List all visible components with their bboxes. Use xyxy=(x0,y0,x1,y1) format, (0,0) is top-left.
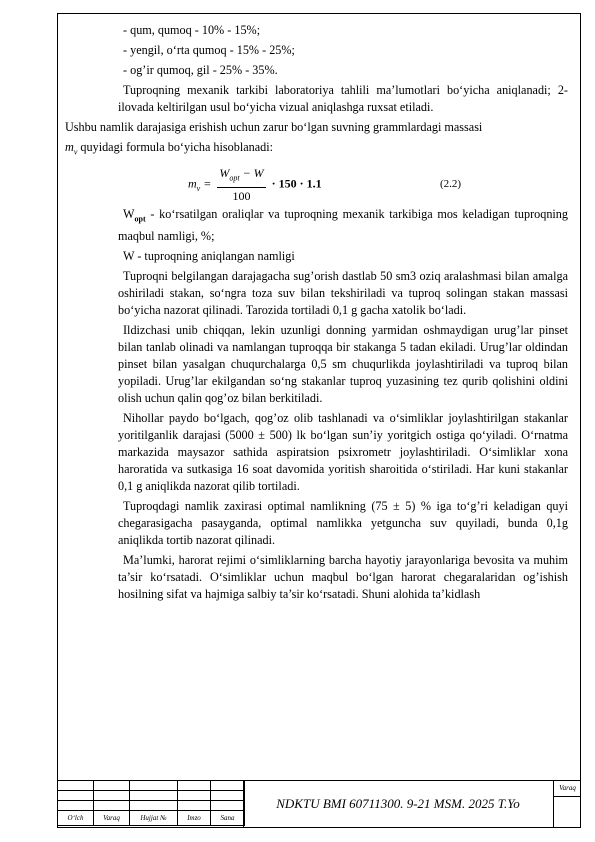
col-hujjat: Hujjat № xyxy=(130,811,178,826)
sheet-label: Varaq xyxy=(554,780,581,797)
paragraph: Tuproqni belgilangan darajagacha sug’orish dastlab 50 sm3 oziq aralashmasi bilan amalga oshiriladi stakan, so‘ngra toza suv bilan tekshiriladi va tuproq solingan stakan massasi bo‘yicha nazorat qilinadi. Tarozida tortiladi 0,1 g gacha xatolik bo‘ladi. xyxy=(118,268,568,317)
list-item: - qum, qumoq - 10% - 15%; xyxy=(123,23,261,37)
m-v-symbol: $m_v$ xyxy=(65,140,78,157)
col-imzo: Imzo xyxy=(178,811,211,826)
paragraph: Tuproqdagi namlik zaxirasi optimal namlikning (75 ± 5) % iga to‘g’ri keladigan quyi chegarasigacha pasayganda, optimal namlikka yetguncha suv quyiladi, bunda 0,1g aniqlikda tortib nazorat qilinadi. xyxy=(118,498,568,547)
definition: W - tuproqning aniqlangan namligi xyxy=(123,248,295,263)
paragraph: Ushbu namlik darajasiga erishish uchun zarur bo‘lgan suvning grammlardagi massasi xyxy=(65,120,483,134)
col-sana: Sana xyxy=(211,811,245,826)
paragraph: Ma’lumki, harorat rejimi o‘simliklarning barcha hayotiy jarayonlariga bevosita va muhim ta’sir ko‘rsatadi. O‘simliklar uchun maqbul bo‘lgan harorat chegaralaridan og’ishish hosilning sifat va hajmiga salbiy ta’sir ko‘rsatadi. Shuni alohida ta’kidlash xyxy=(118,552,568,601)
formula: $m_v$ = $\frac{W_{opt} - W}{100}$ · 150 · 1.1 (2.2) xyxy=(188,166,462,203)
title-block xyxy=(57,780,581,828)
definition: $W_{opt}$ - ko‘rsatilgan oraliqlar va tuproqning mexanik tarkibiga mos keladigan tuproqning maqbul namligi, %; xyxy=(118,207,568,243)
col-olch: O‘lch xyxy=(58,811,94,826)
equation-number: (2.2) xyxy=(440,178,462,191)
paragraph: Tuproqning mexanik tarkibi laboratoriya tahlili ma’lumotlari bo‘yicha aniqlanadi; 2-ilovada keltirilgan usul bo‘yicha vizual aniqlashga ruxsat etiladi. xyxy=(118,83,568,114)
title-block-grid xyxy=(57,780,245,826)
sheet-number-box xyxy=(553,780,581,828)
paragraph: Ildizchasi unib chiqqan, lekin uzunligi donning yarmidan oshmaydigan urug’lar pinset bilan tanlab olinadi va namlangan tuproqqa bir stakanga 5 tadan ekiladi. Urug’lar oldindan pinset bilan yasalgan chuqurchalarga 0,5 sm chuqurlikda joylashtiriladi va tuproq bilan yopiladi. Urug’lar ekilgandan so‘ng stakanlar tuproq yuzasining tez qurib qolishini oldini olish uchun qalin qog’oz bilan berkitiladi. xyxy=(118,322,568,405)
list-item: - og’ir qumoq, gil - 25% - 35%. xyxy=(123,63,278,77)
paragraph: $m_v$ quyidagi formula bo‘yicha hisoblanadi: xyxy=(65,140,274,157)
list-item: - yengil, o‘rta qumoq - 15% - 25%; xyxy=(123,43,295,57)
col-varaq: Varaq xyxy=(94,811,130,826)
document-body xyxy=(65,22,568,603)
document-number: NDKTU BMI 60711300. 9-21 MSM. 2025 T.Yo xyxy=(276,796,520,811)
paragraph: Nihollar paydo bo‘lgach, qog’oz olib tashlanadi va o‘simliklar joylashtirilgan stakanlar yoritilganlik darajasi (5000 ± 500) lk bo‘lgan sun’iy yoritgich ostiga qo‘yiladi. O‘rnatma markazida maysazor sathida aspiratsion psixrometr joylashtiriladi. O‘simliklar xona haroratida va sutkasiga 16 soat davomida yoritish sharoitida o‘stiriladi. Har kuni stakanlar 0,1 g aniqlikda nazorat qilib tortiladi. xyxy=(118,410,568,493)
